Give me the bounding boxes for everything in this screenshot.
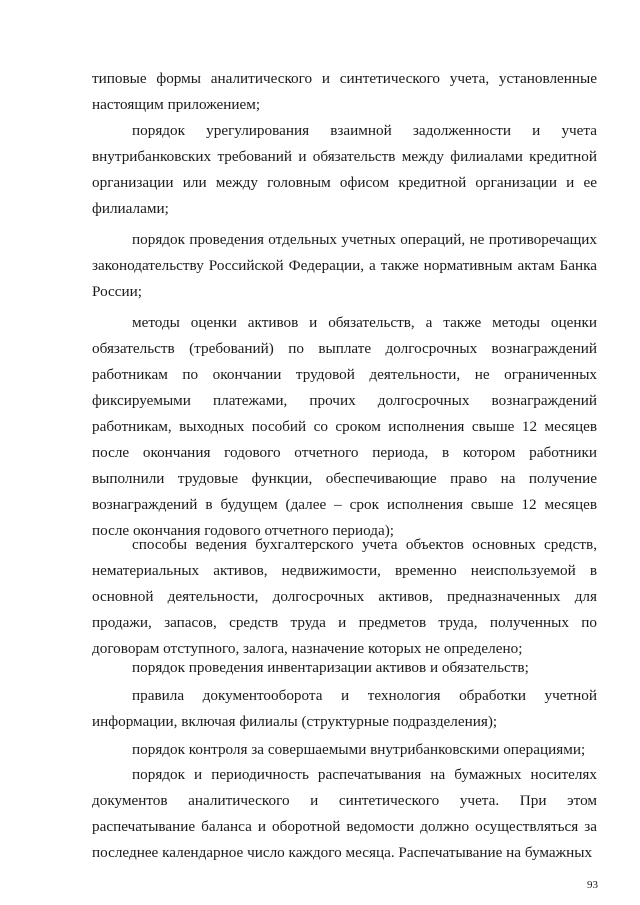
paragraph-standard-forms: типовые формы аналитического и синтетического учета, установленные настоящим приложением;: [92, 70, 597, 113]
paragraph-inventory-procedure: порядок проведения инвентаризации активов и обязательств;: [132, 659, 529, 676]
paragraph-control-procedure: порядок контроля за совершаемыми внутрибанковскими операциями;: [132, 741, 586, 758]
paragraph-valuation-methods: методы оценки активов и обязательств, а также методы оценки обязательств (требований) по выплате долгосрочных вознаграждений работникам по окончании трудовой деятельности, не ограниченных фиксируемыми платежами, прочих долгосрочных вознаграждений работникам, выходных пособий со сроком исполнения свыше 12 месяцев после окончания годового отчетного периода, в котором работники выполнили трудовые функции, обеспечивающие право на получение вознаграждений в будущем (далее – срок исполнения свыше 12 месяцев после окончания годового отчетного периода);: [92, 314, 597, 539]
paragraph-settlement-procedure: порядок урегулирования взаимной задолженности и учета внутрибанковских требований и обязательств между филиалами кредитной организации или между головным офисом кредитной организации и ее филиалами;: [92, 122, 597, 217]
paragraph-printing-procedure: порядок и периодичность распечатывания на бумажных носителях документов аналитического и синтетического учета. При этом распечатывание баланса и оборотной ведомости должно осуществляться за последнее календарное число каждого месяца. Распечатывание на бумажных: [92, 766, 597, 861]
paragraph-document-flow: правила документооборота и технология обработки учетной информации, включая филиалы (структурные подразделения);: [92, 687, 597, 730]
paragraph-fixed-assets-methods: способы ведения бухгалтерского учета объектов основных средств, нематериальных активов, недвижимости, временно неиспользуемой в основной деятельности, долгосрочных активов, предназначенных для продажи, запасов, средств труда и предметов труда, полученных по договорам отступного, залога, назначение которых не определено;: [92, 536, 597, 657]
paragraph-accounting-operations: порядок проведения отдельных учетных операций, не противоречащих законодательству Российской Федерации, а также нормативным актам Банка России;: [92, 231, 597, 300]
page-number: 93: [587, 879, 598, 891]
